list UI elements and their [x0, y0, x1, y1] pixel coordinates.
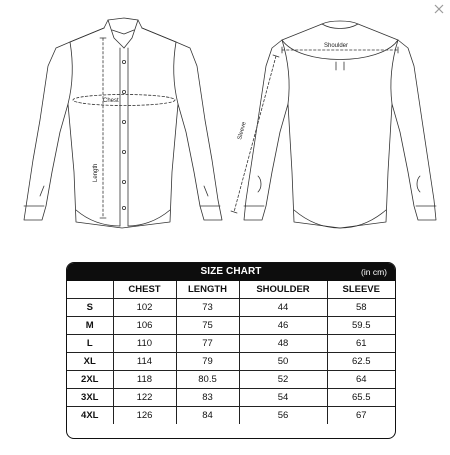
chest-label: Chest — [103, 98, 119, 104]
shoulder-cell: 44 — [239, 299, 327, 317]
size-cell: XL — [67, 353, 113, 371]
size-table — [67, 281, 395, 424]
sleeve-cell: 62.5 — [327, 353, 395, 371]
chest-cell: 118 — [113, 371, 176, 389]
sleeve-cell: 61 — [327, 335, 395, 353]
size-cell: M — [67, 317, 113, 335]
chest-cell: 106 — [113, 317, 176, 335]
size-chart-title: SIZE CHART — [200, 266, 262, 277]
chest-cell: 110 — [113, 335, 176, 353]
sleeve-cell: 59.5 — [327, 317, 395, 335]
table-row — [67, 317, 395, 335]
length-cell: 83 — [176, 389, 239, 407]
length-cell: 75 — [176, 317, 239, 335]
size-cell: S — [67, 299, 113, 317]
size-cell: L — [67, 335, 113, 353]
column-header-sleeve: SLEEVE — [327, 281, 395, 299]
shirt-back-drawing — [244, 21, 436, 228]
chest-cell: 114 — [113, 353, 176, 371]
shoulder-cell: 50 — [239, 353, 327, 371]
shoulder-cell: 46 — [239, 317, 327, 335]
length-cell: 73 — [176, 299, 239, 317]
size-chart — [66, 262, 396, 439]
table-row — [67, 353, 395, 371]
chest-cell: 102 — [113, 299, 176, 317]
column-header-chest: CHEST — [113, 281, 176, 299]
size-chart-unit: (in cm) — [361, 267, 387, 277]
shoulder-cell: 48 — [239, 335, 327, 353]
column-header-shoulder: SHOULDER — [239, 281, 327, 299]
sleeve-label: Sleeve — [237, 121, 248, 141]
length-cell: 79 — [176, 353, 239, 371]
size-cell: 3XL — [67, 389, 113, 407]
chest-cell: 122 — [113, 389, 176, 407]
size-chart-header — [67, 263, 395, 281]
chest-measure-line — [73, 95, 175, 106]
table-row — [67, 299, 395, 317]
size-cell: 2XL — [67, 371, 113, 389]
table-row — [67, 371, 395, 389]
chest-cell: 126 — [113, 407, 176, 425]
table-row — [67, 335, 395, 353]
sleeve-cell: 64 — [327, 371, 395, 389]
column-header-length: LENGTH — [176, 281, 239, 299]
size-cell: 4XL — [67, 407, 113, 425]
shoulder-label: Shoulder — [324, 43, 349, 49]
sleeve-cell: 65.5 — [327, 389, 395, 407]
column-header-size — [67, 281, 113, 299]
sleeve-cell: 58 — [327, 299, 395, 317]
length-cell: 77 — [176, 335, 239, 353]
shoulder-cell: 54 — [239, 389, 327, 407]
length-label: Length — [93, 163, 99, 182]
size-table-header-row — [67, 281, 395, 299]
table-row — [67, 407, 395, 425]
length-cell: 84 — [176, 407, 239, 425]
table-row — [67, 389, 395, 407]
shoulder-cell: 56 — [239, 407, 327, 425]
length-cell: 80.5 — [176, 371, 239, 389]
shoulder-cell: 52 — [239, 371, 327, 389]
sleeve-cell: 67 — [327, 407, 395, 425]
